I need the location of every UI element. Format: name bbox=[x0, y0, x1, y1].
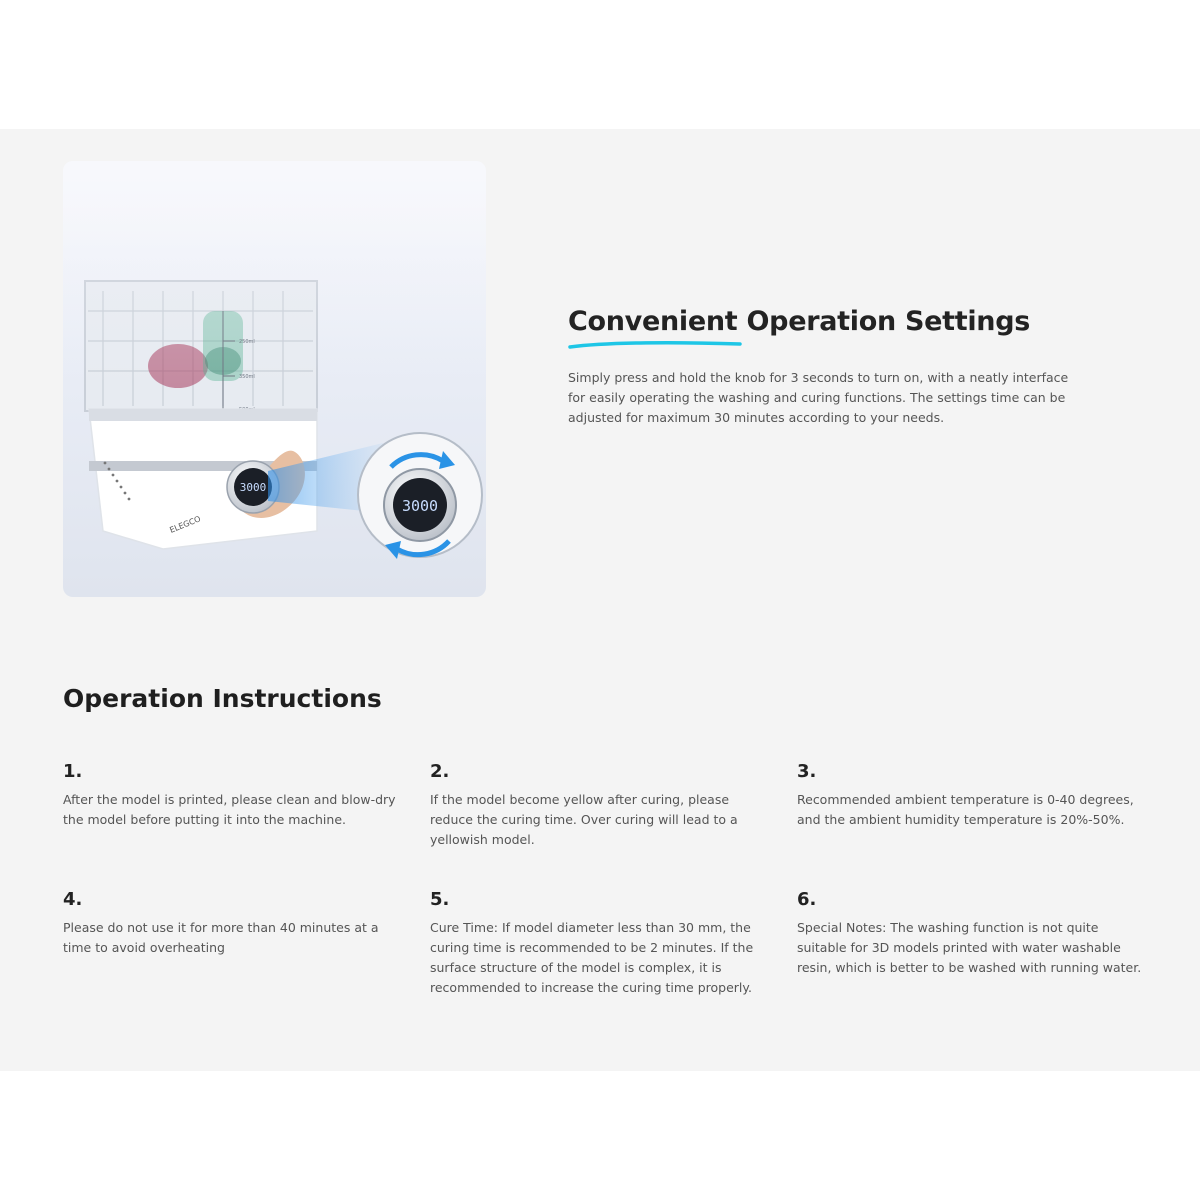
step-number: 5. bbox=[430, 889, 450, 910]
feature-title-highlight: Convenient bbox=[568, 306, 738, 337]
step-text: Cure Time: If model diameter less than 30 mm, the curing time is recommended to be 2 minutes. If the surface structure of the model is complex, it is recommended to increase the curing time properly. bbox=[430, 920, 754, 995]
step-text: Special Notes: The washing function is not quite suitable for 3D models printed with water washable resin, which is better to be washed with running water. bbox=[797, 920, 1142, 975]
step-text: If the model become yellow after curing, please reduce the curing time. Over curing will lead to a yellowish model. bbox=[430, 792, 738, 847]
instructions-title: Operation Instructions bbox=[63, 684, 382, 713]
zoom-display-reading: 3000 bbox=[401, 497, 439, 515]
instruction-step-6 bbox=[797, 888, 1142, 978]
step-text: After the model is printed, please clean and blow-dry the model before putting it into the machine. bbox=[63, 792, 396, 827]
title-underline bbox=[568, 339, 743, 351]
instruction-step-5 bbox=[430, 888, 775, 998]
feature-title bbox=[568, 306, 1030, 337]
step-number: 2. bbox=[430, 761, 450, 782]
feature-description: Simply press and hold the knob for 3 seconds to turn on, with a neatly interface for easily operating the washing and curing functions. The settings time can be adjusted for maximum 30 minutes according to your needs. bbox=[568, 370, 1069, 425]
step-number: 4. bbox=[63, 889, 83, 910]
step-text: Recommended ambient temperature is 0-40 degrees, and the ambient humidity temperature is 20%-50%. bbox=[797, 792, 1134, 827]
instruction-step-3 bbox=[797, 760, 1142, 830]
instruction-step-1 bbox=[63, 760, 408, 830]
brand-logo: ELEGCO bbox=[168, 514, 203, 535]
product-image bbox=[63, 161, 486, 597]
step-text: Please do not use it for more than 40 minutes at a time to avoid overheating bbox=[63, 920, 379, 955]
machine-display-reading: 3000 bbox=[239, 481, 267, 494]
feature-title-rest: Operation Settings bbox=[737, 306, 1031, 337]
step-number: 1. bbox=[63, 761, 83, 782]
instruction-step-4 bbox=[63, 888, 408, 958]
instruction-step-2 bbox=[430, 760, 775, 850]
step-number: 6. bbox=[797, 889, 817, 910]
step-number: 3. bbox=[797, 761, 817, 782]
